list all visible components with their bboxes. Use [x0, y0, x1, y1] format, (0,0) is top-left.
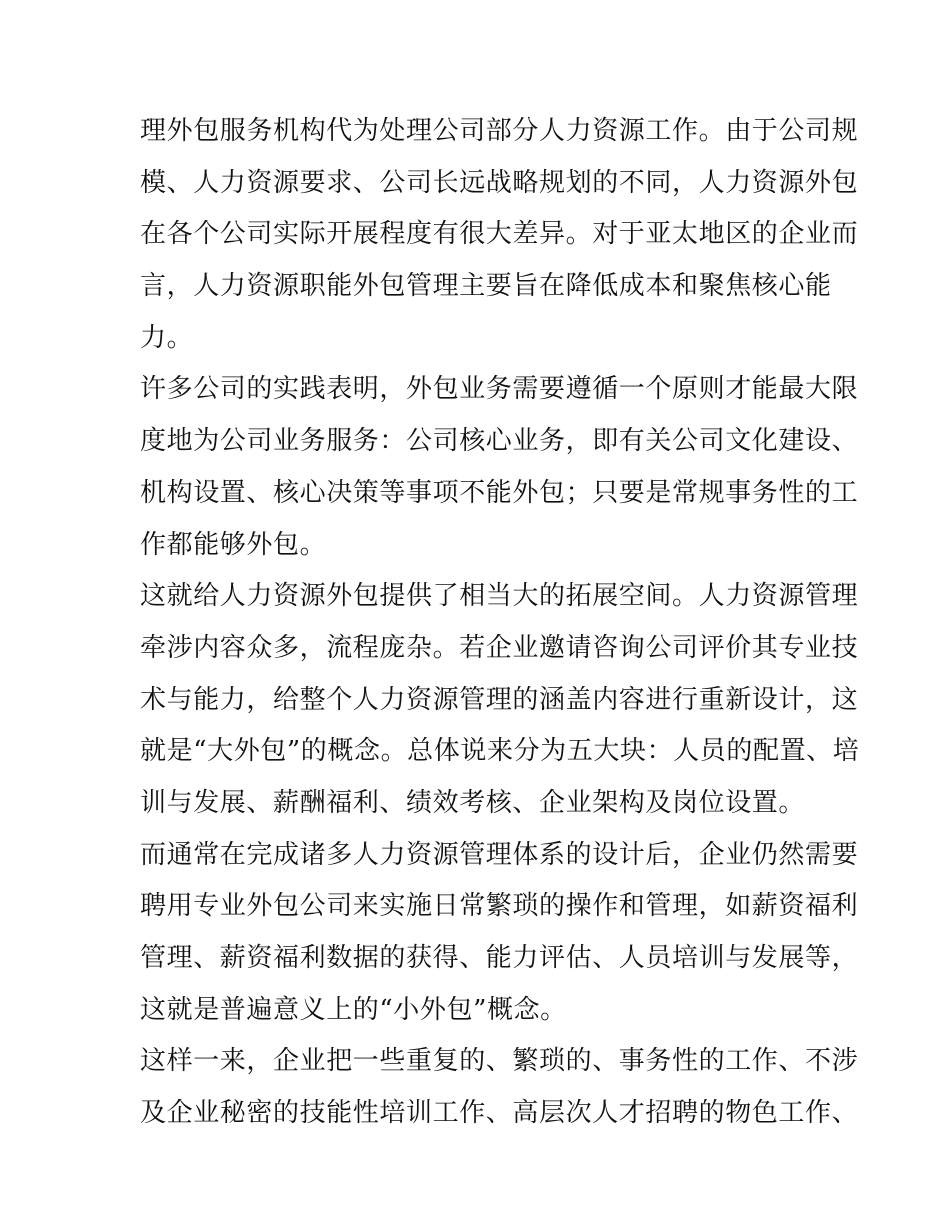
text-line: 许多公司的实践表明，外包业务需要遵循一个原则才能最大限	[140, 374, 859, 405]
text-line: 言，人力资源职能外包管理主要旨在降低成本和聚焦核心能	[140, 271, 832, 302]
paragraph	[140, 571, 860, 829]
text-line: 在各个公司实际开展程度有很大差异。对于亚太地区的企业而	[140, 219, 859, 250]
text-line: 度地为公司业务服务：公司核心业务，即有关公司文化建设、	[140, 426, 859, 457]
text-line: 机构设置、核心决策等事项不能外包；只要是常规事务性的工	[140, 477, 859, 508]
text-line: 牵涉内容众多，流程庞杂。若企业邀请咨询公司评价其专业技	[140, 632, 859, 663]
text-line: 理外包服务机构代为处理公司部分人力资源工作。由于公司规	[140, 116, 859, 146]
paragraph	[140, 364, 859, 571]
text-line: 而通常在完成诸多人力资源管理体系的设计后，企业仍然需要	[140, 839, 859, 870]
text-line: 训与发展、薪酬福利、绩效考核、企业架构及岗位设置。	[140, 787, 806, 818]
text-line: 管理、薪资福利数据的获得、能力评估、人员培训与发展等，	[140, 943, 859, 973]
paragraph	[140, 106, 859, 364]
body-text	[140, 106, 860, 1140]
text-line: 术与能力，给整个人力资源管理的涵盖内容进行重新设计，这	[140, 684, 859, 715]
paragraph	[140, 1036, 859, 1139]
text-line: 及企业秘密的技能性培训工作、高层次人才招聘的物色工作、	[140, 1098, 859, 1129]
text-line: 模、人力资源要求、公司长远战略规划的不同，人力资源外包	[140, 167, 859, 198]
text-line: 就是“大外包”的概念。总体说来分为五大块：人员的配置、培	[140, 736, 860, 767]
paragraph	[140, 830, 859, 1037]
text-line: 作都能够外包。	[140, 529, 327, 560]
text-line: 这就给人力资源外包提供了相当大的拓展空间。人力资源管理	[140, 581, 859, 612]
text-line: 这就是普遍意义上的“小外包”概念。	[140, 994, 567, 1025]
text-line: 力。	[140, 322, 194, 353]
text-line: 这样一来，企业把一些重复的、繁琐的、事务性的工作、不涉	[140, 1046, 859, 1077]
text-line: 聘用专业外包公司来实施日常繁琐的操作和管理，如薪资福利	[140, 891, 859, 922]
